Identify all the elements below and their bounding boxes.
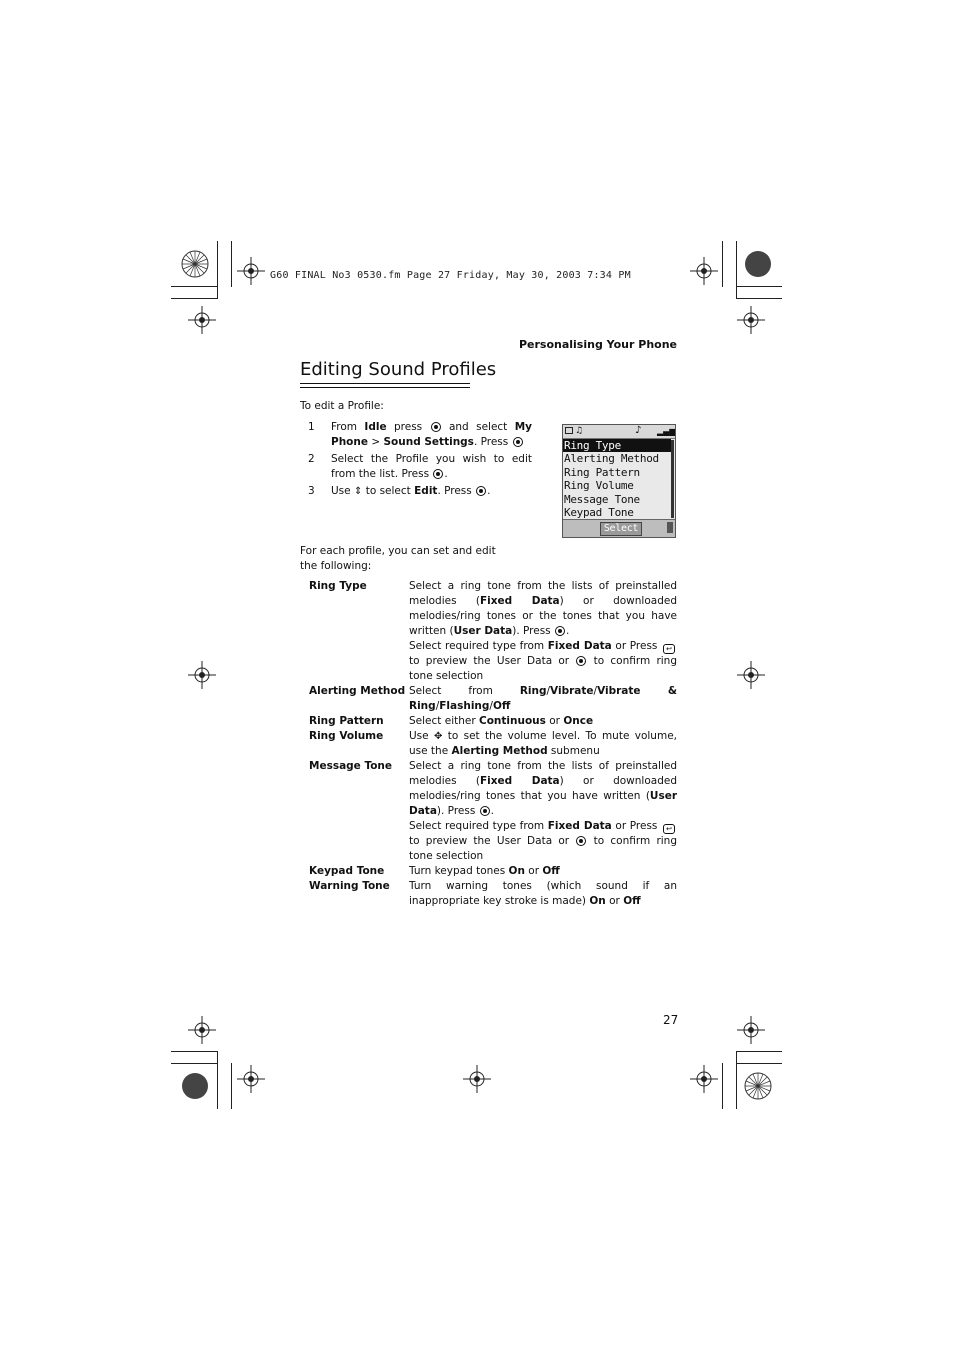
settings-row [309,579,677,684]
ok-key-icon [433,469,443,479]
settings-row [309,864,677,879]
crosshair-icon [188,306,216,334]
headset-icon: ♫ [575,426,584,436]
step-number: 1 [308,421,315,433]
crop-line [217,241,218,299]
step-item [308,420,532,450]
navigation-key-icon: ⇕ [353,486,363,497]
step-number: 2 [308,453,315,465]
page-title: Editing Sound Profiles [300,359,497,380]
setting-description: Use ✥ to set the volume level. To mute volume, use the Alerting Method submenu [409,730,677,757]
phone-screen [562,424,676,538]
settings-row [309,684,677,714]
settings-row [309,729,677,759]
ok-key-icon [476,486,486,496]
step-item [308,452,532,482]
ok-key-icon [555,626,565,636]
crosshair-icon [690,1065,718,1093]
settings-row [309,759,677,864]
crop-line [231,241,232,287]
settings-row [309,879,677,909]
crop-line [231,1063,232,1109]
intro-text: To edit a Profile: [300,400,384,412]
crop-line [736,286,782,287]
step-number: 3 [308,485,315,497]
settings-row [309,714,677,729]
step-item [308,484,532,499]
setting-description: Select from Ring/Vibrate/Vibrate & Ring/Flashing/Off [409,685,677,712]
phone-menu-item-alerting-method[interactable]: Alerting Method [564,452,659,466]
phone-menu-item-ring-volume[interactable]: Ring Volume [564,479,634,493]
crosshair-icon [737,306,765,334]
phone-menu-item-ring-pattern[interactable]: Ring Pattern [564,465,640,479]
setting-label: Ring Type [309,580,367,592]
crop-line [736,241,737,299]
phone-menu-item-keypad-tone[interactable]: Keypad Tone [564,505,634,519]
ok-key-icon [431,422,441,432]
step-text: Use ⇕ to select Edit. Press . [331,485,491,497]
registration-dot-icon [180,1071,210,1101]
page-number: 27 [663,1013,679,1027]
registration-target-icon [743,1071,773,1101]
softkey-icon: ↩ [663,644,675,654]
crop-line [171,286,217,287]
step-text: Select the Profile you wish to edit from the list. Press . [331,453,532,480]
file-header: G60 FINAL No3 0530.fm Page 27 Friday, May 30, 2003 7:34 PM [270,270,631,281]
phone-softkey-bar [563,519,675,537]
crop-line [736,1063,782,1064]
select-softkey-button[interactable]: Select [600,522,642,536]
title-rule [300,387,470,388]
crop-line [171,1051,217,1052]
scroll-indicator-icon [667,522,673,533]
crosshair-icon [737,661,765,689]
setting-description: Select a ring tone from the lists of preinstalled melodies (Fixed Data) or downloaded melodies/ring tones that you have written (User Data). Press . Select required type from Fixed Data or Press ↩ to preview the User Data or to confirm ring tone selection [409,760,678,862]
crosshair-icon [188,661,216,689]
crosshair-icon [463,1065,491,1093]
crosshair-icon [188,1016,216,1044]
setting-description: Select a ring tone from the lists of preinstalled melodies (Fixed Data) or downloaded melodies/ring tones or the tones that you have written (User Data). Press . Select required type from Fixed Data or Press ↩ to preview the User Data or to confirm ring tone selection [409,580,678,682]
setting-label: Keypad Tone [309,865,385,877]
crop-line [217,1051,218,1109]
step-text: From Idle press and select My Phone > Sound Settings. Press [331,421,533,448]
crop-line [722,1063,723,1109]
setting-label: Message Tone [309,760,393,772]
crosshair-icon [237,1065,265,1093]
running-head: Personalising Your Phone [518,338,677,351]
crop-line [736,1051,737,1109]
phone-scrollbar[interactable] [671,440,674,518]
crosshair-icon [237,257,265,285]
signal-icon: ▂▄▆ [657,427,676,436]
ok-key-icon [480,806,490,816]
envelope-icon [565,427,573,434]
crop-line [171,298,217,299]
setting-description: Turn warning tones (which sound if an inappropriate key stroke is made) On or Off [409,880,677,907]
crop-line [736,298,782,299]
ok-key-icon [576,836,586,846]
phone-status-bar [563,425,675,439]
crop-line [722,241,723,287]
settings-table [309,579,677,909]
phone-menu-item-ring-type[interactable]: Ring Type [563,439,671,452]
setting-label: Alerting Method [309,685,406,697]
navigation-key-icon: ✥ [433,731,443,742]
setting-label: Ring Pattern [309,715,384,727]
steps-list [308,420,532,501]
setting-label: Warning Tone [309,880,390,892]
softkey-icon: ↩ [663,824,675,834]
crop-line [736,1051,782,1052]
registration-target-icon [180,249,210,279]
setting-description: Select either Continuous or Once [409,715,594,727]
ok-key-icon [513,437,523,447]
note-icon: ♪ [635,425,642,436]
title-rule [300,383,470,384]
crop-line [171,1063,217,1064]
phone-menu-item-message-tone[interactable]: Message Tone [564,492,640,506]
intro-text-2: For each profile, you can set and edit the following: [300,545,496,572]
crosshair-icon [737,1016,765,1044]
crosshair-icon [690,257,718,285]
setting-description: Turn keypad tones On or Off [409,865,560,877]
setting-label: Ring Volume [309,730,384,742]
ok-key-icon [576,656,586,666]
registration-dot-icon [743,249,773,279]
